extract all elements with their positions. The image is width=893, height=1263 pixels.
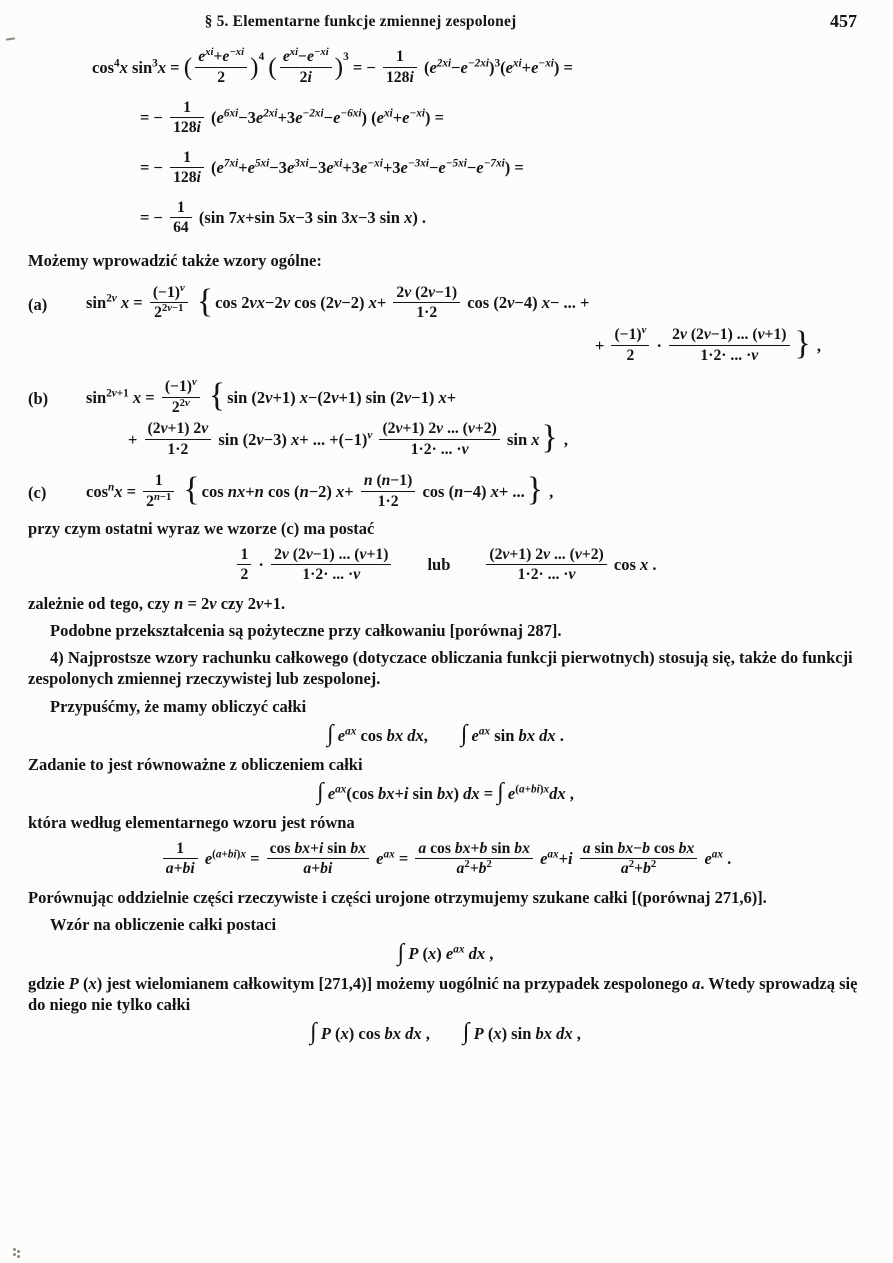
formula-integrals-pair: ∫ $e^{ax}$ cos bx dx, ∫ $e^{ax}$ sin bx dx . [327, 721, 564, 748]
formula-b [28, 376, 863, 418]
page-number: 457 [830, 11, 857, 31]
paragraph-wzor-postaci: Wzór na obliczenie całki postaci [50, 915, 277, 935]
formula-a [28, 282, 863, 323]
derivation-cos4x-sin3x [28, 47, 863, 238]
equation-line-1: $\cos^4x$ $\sin^3x$ = ( $e^{xi}+e^{-xi}$ 2 )$^4$ ( $e^{xi}-e^{-xi}$ 2i )$^3$ = − $\frac{1}{128i}$ $(e^{2xi}-e^{-2xi})^3(e^{xi}+e^{-xi})$ = [92, 47, 573, 86]
formula-c [28, 471, 863, 512]
paragraph-intro-general-formulas: Możemy wprowadzić także wzory ogólne: [28, 251, 322, 271]
formula-integral-P-exp: ∫ P (x) $e^{ax}$ dx , [397, 939, 494, 966]
formula-b-line-1: $\sin^{2\nu+1} x$ = $\frac{(-1)^\nu}{2^{2\nu}}$ { sin (2ν+1) x−(2ν+1) sin (2ν−1) x+ [86, 376, 457, 416]
paragraph-item-4: 4) Najprostsze wzory rachunku całkowego (dotyczace obliczania funkcji pierwotnych) stosują się, także do funkcji zespolonych zmiennej rzeczywistej lub zespolonej. [28, 648, 853, 689]
formula-b-line-2: + $\frac{(2\nu+1) 2\nu}{1\cdot 2}$ sin (2ν−3) x+ ... $+(-1)^\nu$ $\frac{(2\nu+1) 2\nu ... (\nu+2)}{1\cdot 2\cdot ... \cdot\nu}$ sin x} , [128, 419, 568, 458]
formula-a-line-2: + $\frac{(-1)^\nu}{2}$ · $\frac{2\nu (2\nu-1) ... (\nu+1)}{1\cdot 2\cdot ... \cdot\nu}$ } , [594, 324, 821, 364]
paragraph-similar-transformations: Podobne przekształcenia są pożyteczne przy całkowaniu [porównaj 287]. [50, 621, 562, 641]
formula-c-line-1: $\cos^nx$ = $\frac{1}{2^{n-1}}$ { cos nx+n cos (n−2) x+ $\frac{n (n-1)}{1\cdot 2}$ cos (n−4) x+ ...} , [86, 471, 554, 510]
paragraph-suppose: Przypuśćmy, że mamy obliczyć całki [50, 696, 307, 716]
running-header [28, 12, 863, 36]
scan-artifact [13, 1248, 16, 1251]
formula-label-c: (c) [28, 483, 47, 503]
formula-a-line-1: $\sin^{2\nu} x$ = $\frac{(-1)^\nu}{2^{2\nu-1}}$ { cos 2νx−2ν cos (2ν−2) x+ $\frac{2\nu (2\nu-1)}{1\cdot 2}$ cos (2ν−4) x− ... + [86, 282, 590, 322]
paragraph-equivalent: Zadanie to jest równoważne z obliczeniem całki [28, 754, 363, 774]
formula-label-a: (a) [28, 294, 48, 314]
paragraph-depending: zależnie od tego, czy n = 2ν czy 2ν+1. [28, 594, 286, 614]
paragraph-gdzie-wielomian: gdzie P (x) jest wielomianem całkowitym [271,4)] możemy uogólnić na przypadek zespolonego a. Wtedy sprowadzą się do niego nie tylko całki [28, 973, 858, 1014]
equation-line-2: = − $\frac{1}{128i}$ $(e^{6xi}-3e^{2xi}+3e^{-2xi}-e^{-6xi}) (e^{xi}+e^{-xi})$ = [140, 98, 445, 137]
section-title: § 5. Elementarne funkcje zmiennej zespolonej [204, 13, 517, 30]
paragraph-elementary-formula: która według elementarnego wzoru jest równa [28, 813, 355, 833]
equation-line-3: = − $\frac{1}{128i}$ $(e^{7xi}+e^{5xi}-3e^{3xi}-3e^{xi}+3e^{-xi}+3e^{-3xi}-e^{-5xi}-e^{-7xi})$ = [140, 148, 524, 187]
formula-last-term: $\frac{1}{2}$ · $\frac{2\nu (2\nu-1) ... (\nu+1)}{1\cdot 2\cdot ... \cdot\nu}$ lub $\frac{(2\nu+1) 2\nu ... (\nu+2)}{1\cdot 2\cdot ... \cdot\nu}$ cos x . [28, 547, 863, 585]
formula-label-b: (b) [28, 389, 49, 409]
equation-line-4: = − $\frac{1}{64}$ (sin 7x+sin 5x−3 sin 3x−3 sin x) . [140, 198, 427, 237]
paragraph-last-term: przy czym ostatni wyraz we wzorze (c) ma postać [28, 518, 375, 538]
scan-artifact [6, 37, 15, 40]
formula-integral-equivalent: ∫ $e^{ax}(\cos$ bx+i sin bx) dx = ∫ $e^{(a+bi)x}dx$ , [317, 779, 574, 806]
formula-integral-P-pair: ∫ P (x) cos bx dx , ∫ P (x) sin bx dx , [310, 1019, 581, 1046]
formula-euler-expansion: $\frac{1}{a+bi}$ $e^{(a+bi)x}$ = $\frac{\text{cos bx+i sin bx}}{a+bi}$ $e^{ax}$ = $\frac{\text{a cos bx+b sin bx}}{a^2+b^2}$ $e^{ax}+i$ $\frac{\text{a sin bx−b cos bx}}{a^2+b^2}$ $e^{ax}$ . [28, 841, 863, 879]
paragraph-comparing-parts: Porównując oddzielnie części rzeczywiste i części urojone otrzymujemy szukane całki [(porównaj 271,6)]. [28, 888, 767, 908]
